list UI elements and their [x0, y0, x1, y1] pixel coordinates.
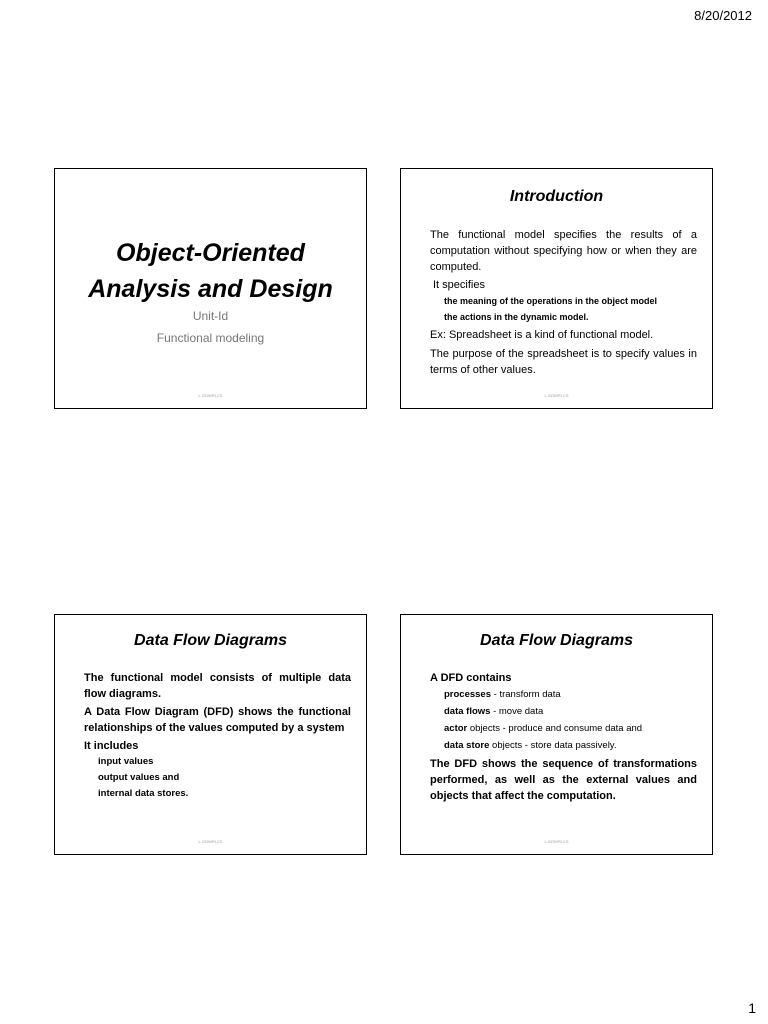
slide-heading: Data Flow Diagrams [480, 632, 633, 649]
slide-heading: Data Flow Diagrams [134, 632, 287, 649]
main-title-line-1: Object-Oriented [116, 239, 305, 267]
dfd-component-item [430, 686, 697, 703]
slide-title-page [54, 168, 367, 409]
main-title-line-2: Analysis and Design [88, 275, 333, 303]
includes-label: It includes [84, 740, 139, 752]
purpose-paragraph: The purpose of the spreadsheet is to specify values in terms of other values. [430, 348, 697, 376]
component-desc: objects - store data passively. [489, 740, 617, 751]
component-desc: - transform data [491, 689, 561, 700]
include-item: output values and [98, 772, 180, 783]
print-date: 8/20/2012 [694, 8, 752, 23]
include-item: input values [98, 756, 154, 767]
dfd-component-item [430, 737, 697, 754]
example-text: Ex: Spreadsheet is a kind of functional model. [430, 329, 654, 341]
slide-introduction [400, 168, 713, 409]
component-term: data store [444, 740, 490, 751]
page-number: 1 [748, 1000, 756, 1016]
slide-footer: L.GOWRI,CS [544, 839, 569, 844]
dfd-component-item [430, 703, 697, 720]
intro-paragraph: The functional model specifies the results of a computation without specifying how or when they are computed. [430, 229, 697, 273]
dfd-definition-paragraph: A Data Flow Diagram (DFD) shows the functional relationships of the values computed by a system [84, 706, 351, 734]
dfd-component-item [430, 720, 697, 737]
dfd-sequence-paragraph: The DFD shows the sequence of transformations performed, as well as the external values and objects that affect the computation. [430, 758, 697, 802]
slide-dfd-intro [54, 614, 367, 855]
include-item: internal data stores. [98, 788, 189, 799]
main-title [55, 235, 366, 307]
slide-body [430, 227, 697, 378]
slide-heading: Introduction [509, 188, 604, 205]
bullet-item: the actions in the dynamic model. [444, 312, 589, 322]
unit-subtitle: Unit-Id [192, 309, 229, 323]
contains-label: A DFD contains [430, 672, 512, 684]
slide-body [430, 670, 697, 804]
bullet-item: the meaning of the operations in the object model [444, 296, 658, 306]
component-term: data flows [444, 706, 491, 717]
component-desc: objects - produce and consume data and [467, 723, 643, 734]
component-desc: - move data [490, 706, 544, 717]
slide-footer: L.GOWRI,CS [544, 393, 569, 398]
slide-footer: L.GOWRI,CS [198, 839, 223, 844]
functional-model-paragraph: The functional model consists of multiple data flow diagrams. [84, 672, 351, 700]
component-term: processes [444, 689, 492, 700]
slide-footer: L.GOWRI,CS [198, 393, 223, 398]
slide-body [84, 670, 351, 802]
specifies-label: It specifies [433, 279, 485, 291]
topic-subtitle: Functional modeling [156, 331, 265, 345]
component-term: actor [444, 723, 468, 734]
slide-dfd-contents [400, 614, 713, 855]
